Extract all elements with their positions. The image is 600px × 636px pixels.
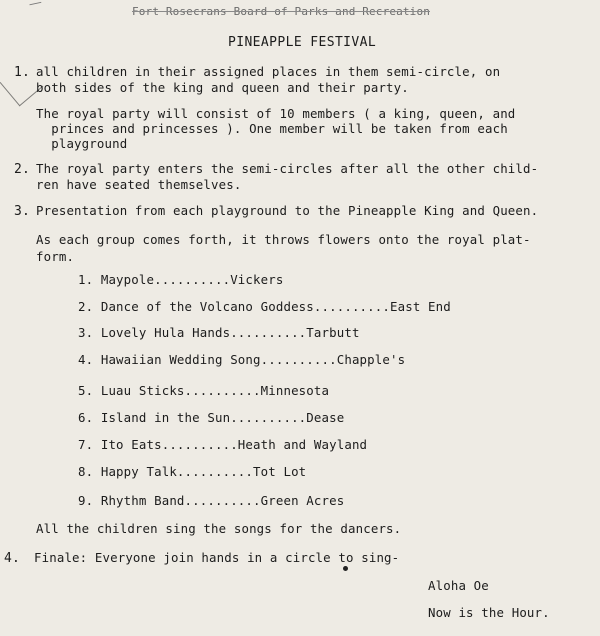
item-para-line: As each group comes forth, it throws flowers onto the royal plat- xyxy=(36,232,531,247)
song-title: Now is the Hour. xyxy=(428,605,550,620)
item-para-line: princes and princesses ). One member will be taken from each xyxy=(36,121,508,136)
program-item: 5. Luau Sticks..........Minnesota xyxy=(78,383,330,398)
finale-line: Finale: Everyone join hands in a circle to sing- xyxy=(34,550,400,565)
closing-line: All the children sing the songs for the dancers. xyxy=(36,521,402,536)
program-item: 9. Rhythm Band..........Green Acres xyxy=(78,493,345,508)
program-item: 8. Happy Talk..........Tot Lot xyxy=(78,464,307,479)
page-title: PINEAPPLE FESTIVAL xyxy=(228,35,377,50)
program-item: 1. Maypole..........Vickers xyxy=(78,272,284,287)
item-number: 3. xyxy=(14,204,30,219)
item-number: 1. xyxy=(14,65,30,80)
program-item: 4. Hawaiian Wedding Song..........Chapple's xyxy=(78,352,406,367)
song-title: Aloha Oe xyxy=(428,578,489,593)
program-item: 3. Lovely Hula Hands..........Tarbutt xyxy=(78,325,360,340)
program-item: 2. Dance of the Volcano Goddess..........East End xyxy=(78,299,451,314)
corner-mark xyxy=(29,2,42,11)
item-number: 4. xyxy=(4,551,20,566)
ink-blot xyxy=(343,566,348,571)
program-item: 7. Ito Eats..........Heath and Wayland xyxy=(78,437,368,452)
item-para-line: playground xyxy=(36,136,128,151)
item-line: The royal party enters the semi-circles after all the other child- xyxy=(36,161,539,176)
program-item: 6. Island in the Sun..........Dease xyxy=(78,410,345,425)
item-para-line: The royal party will consist of 10 members ( a king, queen, and xyxy=(36,106,516,121)
item-line: ren have seated themselves. xyxy=(36,177,242,192)
item-line: Presentation from each playground to the Pineapple King and Queen. xyxy=(36,203,539,218)
item-line: both sides of the king and queen and their party. xyxy=(36,80,409,95)
item-line: all children in their assigned places in them semi-circle, on xyxy=(36,64,501,79)
letterhead: Fort Rosecrans Board of Parks and Recreation xyxy=(132,5,430,18)
item-number: 2. xyxy=(14,162,30,177)
item-para-line: form. xyxy=(36,249,75,264)
